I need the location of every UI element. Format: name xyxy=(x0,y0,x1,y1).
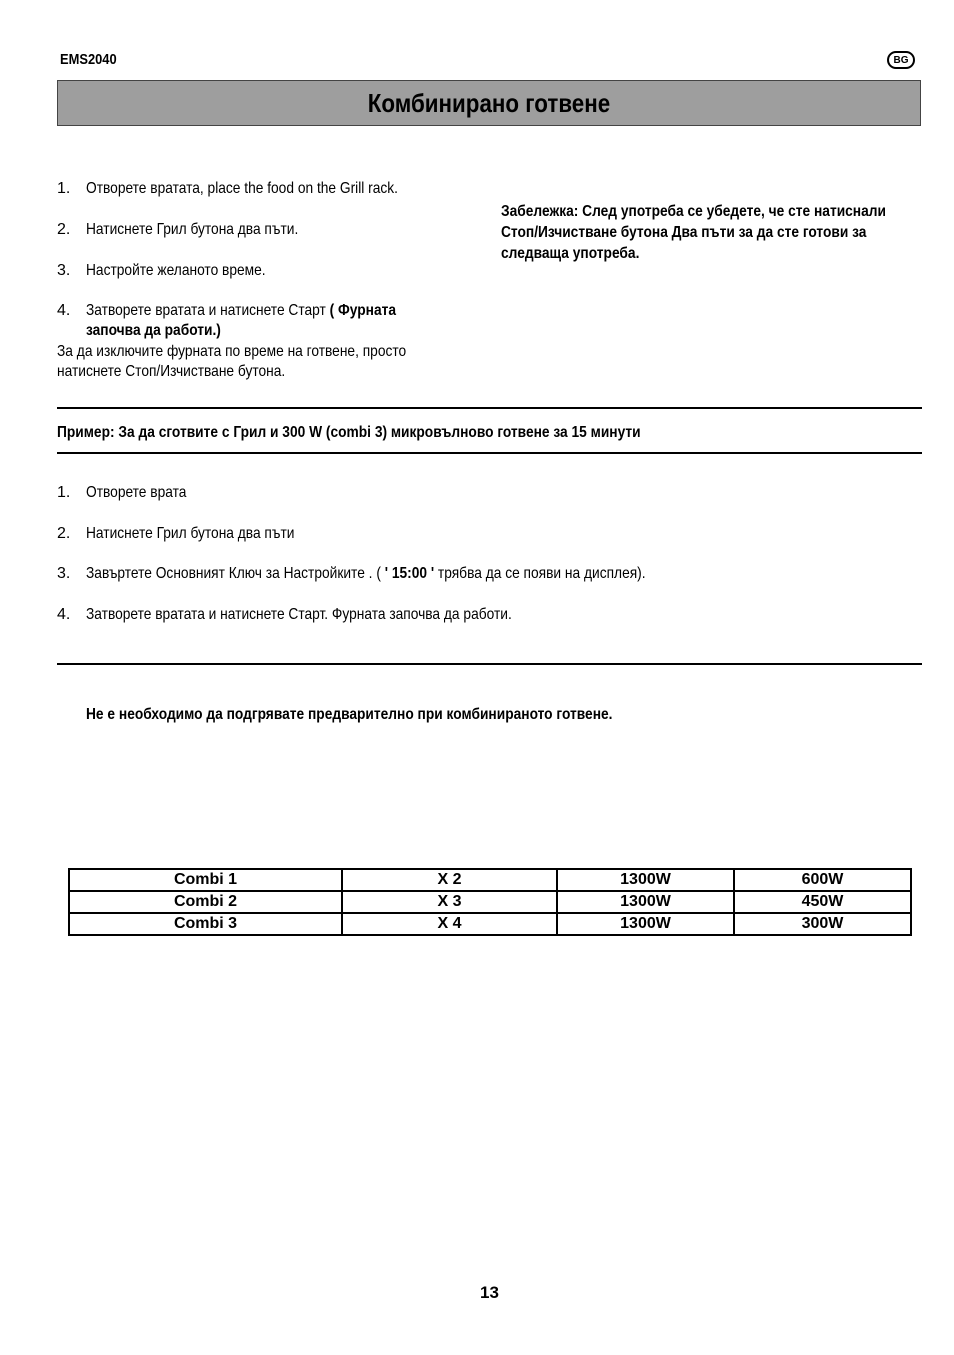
page-number: 13 xyxy=(480,1283,499,1302)
table-row xyxy=(69,913,911,935)
divider xyxy=(57,663,922,665)
example-heading: Пример: За да сготвите с Грил и 300 W (combi 3) микровълново готвене за 15 минути xyxy=(57,424,641,441)
table-row xyxy=(69,869,911,891)
note-block: Забележка: След употреба се убедете, че сте натиснали Стоп/Изчистване бутона Два пъти за да сте готови за следваща употреба. xyxy=(501,203,886,262)
divider xyxy=(57,407,922,409)
divider xyxy=(57,452,922,454)
table-cell: X 4 xyxy=(342,913,557,935)
table-cell: 300W xyxy=(734,913,911,935)
section-title-bar xyxy=(57,80,921,126)
stop-instruction: За да изключите фурната по време на готвене, просто натиснете Стоп/Изчистване бутона. xyxy=(57,343,407,380)
page-title: Комбинирано готвене xyxy=(367,87,611,118)
table-cell: 1300W xyxy=(557,869,734,891)
table-cell: 1300W xyxy=(557,891,734,913)
table-cell: X 3 xyxy=(342,891,557,913)
list-item-continuation: започва да работи.) xyxy=(86,322,221,339)
table-cell: 450W xyxy=(734,891,911,913)
table-cell: Combi 1 xyxy=(69,869,342,891)
table-cell: 1300W xyxy=(557,913,734,935)
combi-settings-table xyxy=(68,868,912,936)
table-row xyxy=(69,891,911,913)
table-cell: 600W xyxy=(734,869,911,891)
table-cell: Combi 2 xyxy=(69,891,342,913)
preheat-hint: Не е необходимо да подгрявате предварително при комбинираното готвене. xyxy=(86,706,613,723)
table-cell: X 2 xyxy=(342,869,557,891)
language-badge: BG xyxy=(887,51,915,69)
model-number: EMS2040 xyxy=(60,51,117,68)
table-cell: Combi 3 xyxy=(69,913,342,935)
